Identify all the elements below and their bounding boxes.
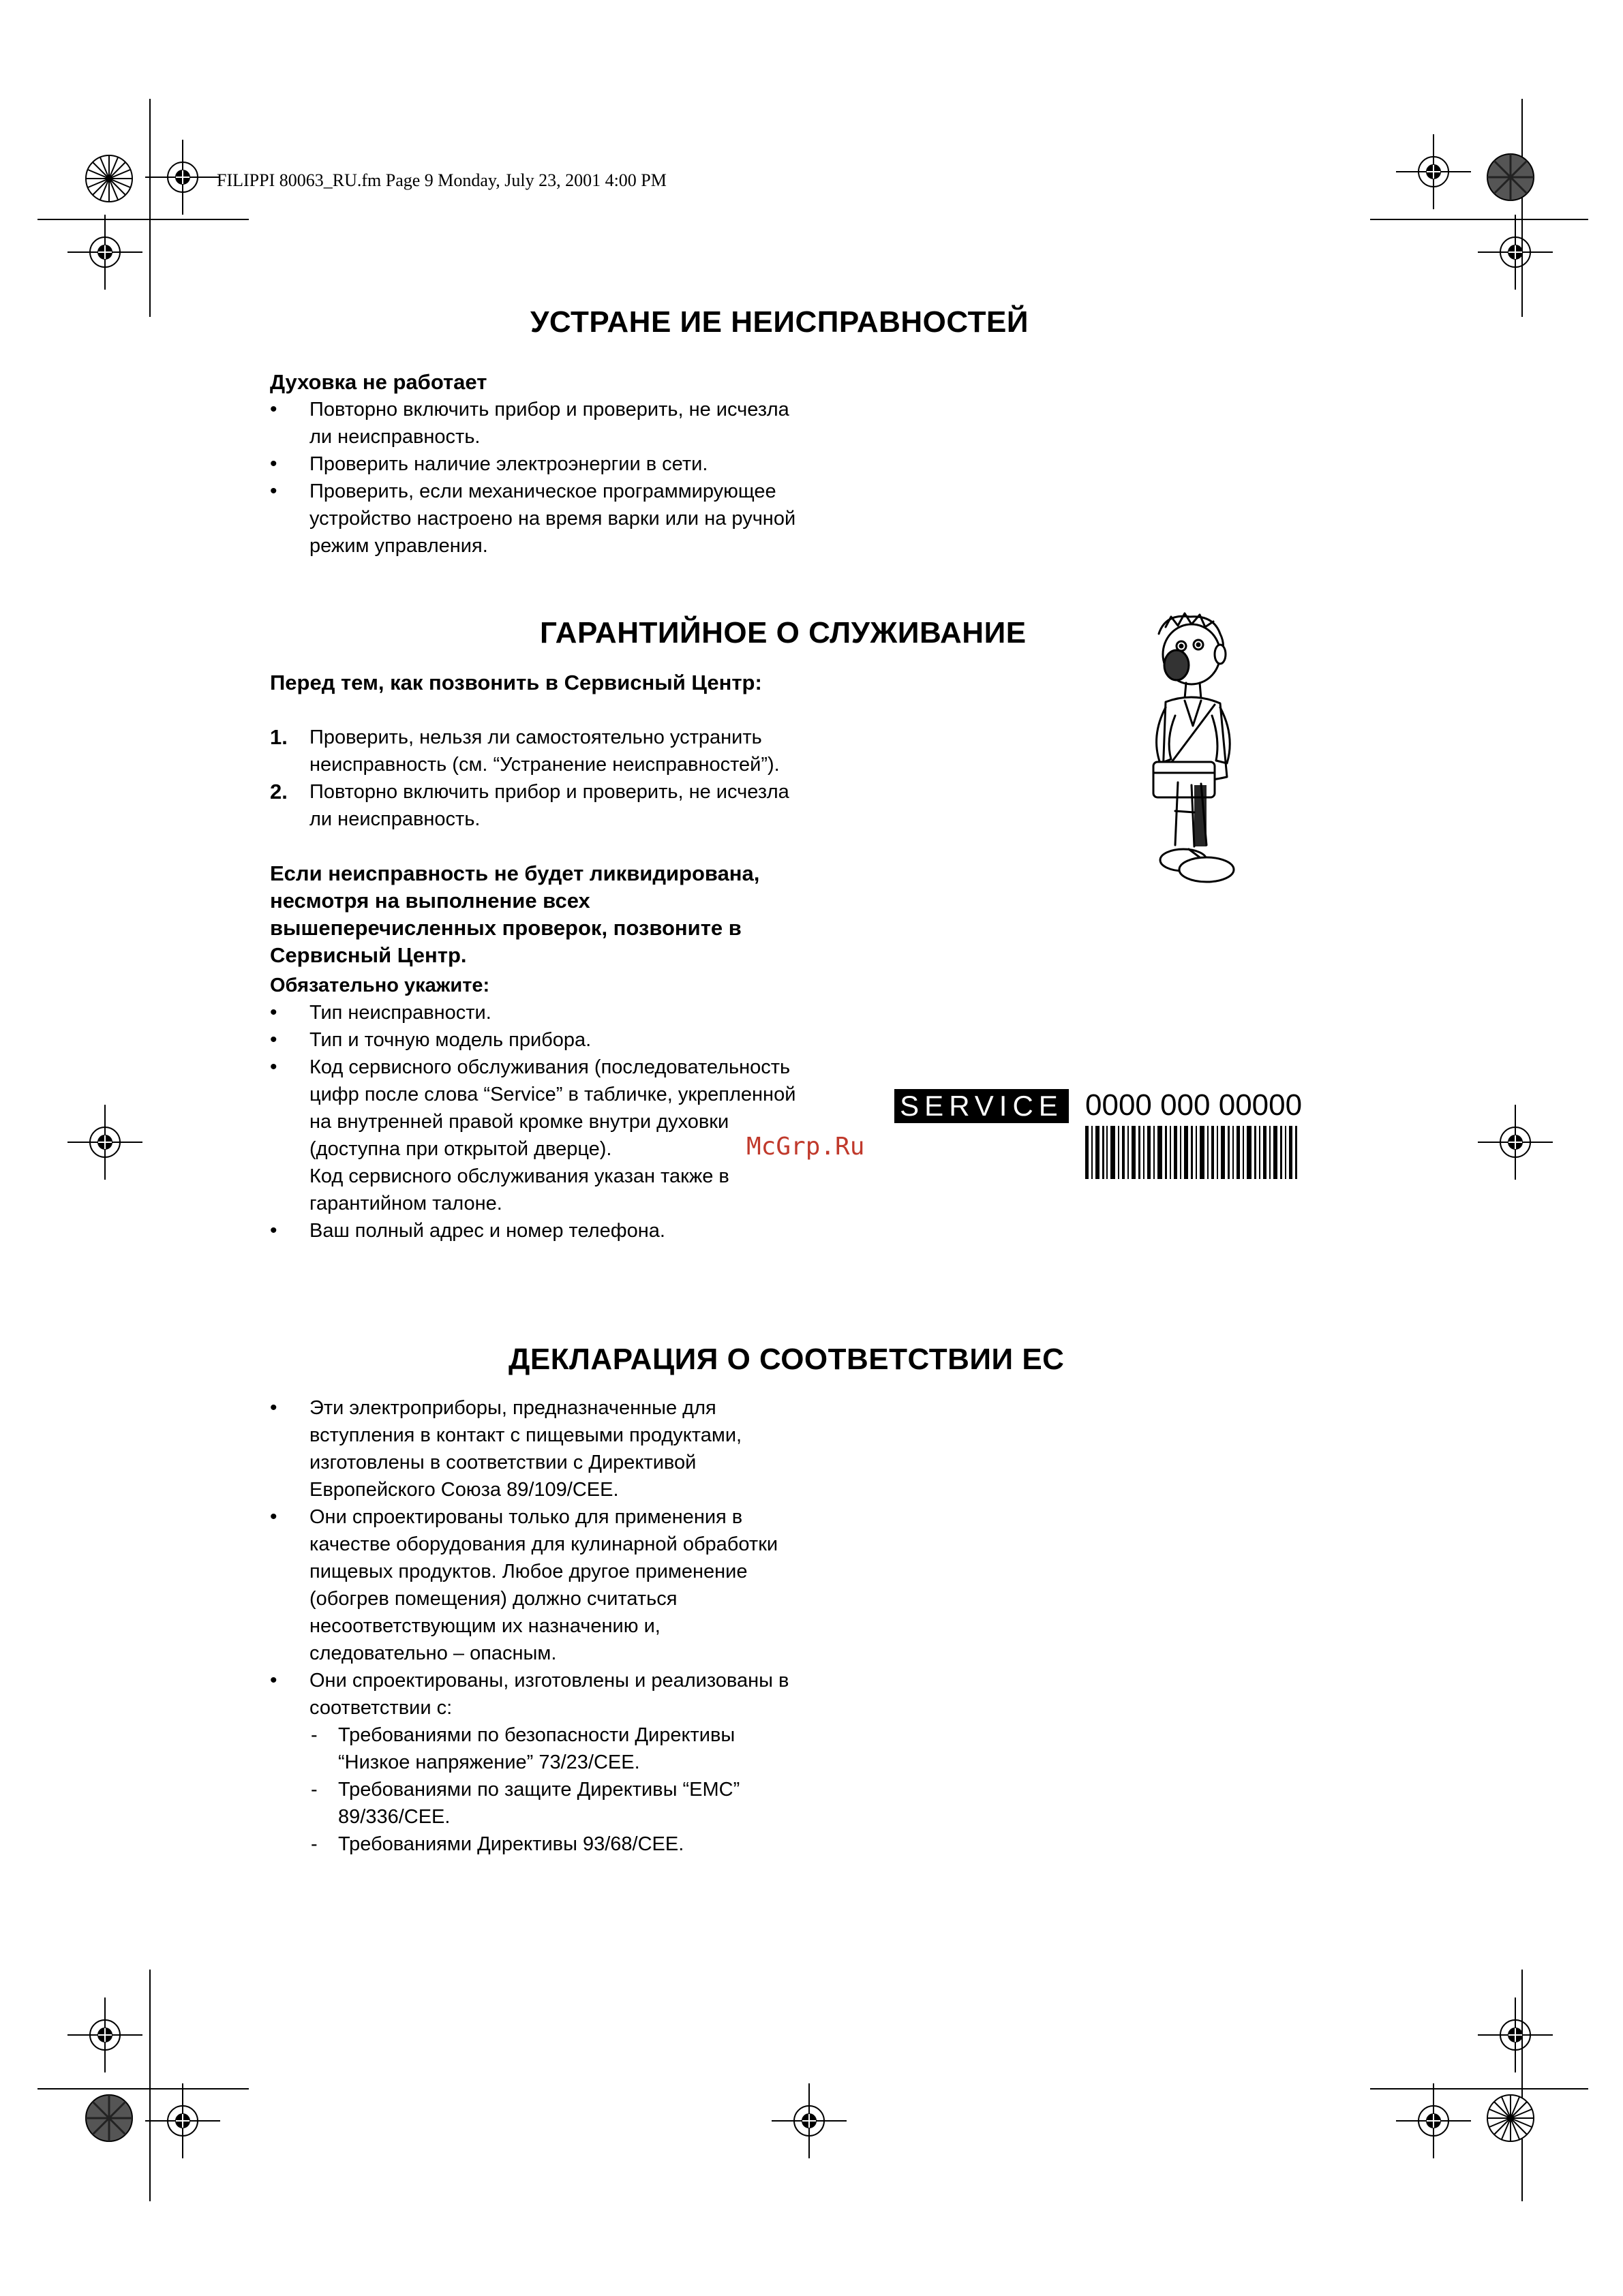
troubleshooting-list bbox=[270, 396, 802, 560]
list-item: - Требованиями по безопасности Директивы “Низкое напряжение” 73/23/CEE. bbox=[308, 1721, 799, 1776]
warranty-intro: Перед тем, как позвонить в Сервисный Центр: bbox=[270, 671, 762, 694]
list-item: • Проверить, если механическое программирующее устройство настроено на время варки или на ручной режим управления. bbox=[270, 478, 802, 560]
list-item: • Тип и точную модель прибора. bbox=[270, 1026, 802, 1054]
barcode-icon bbox=[1085, 1126, 1298, 1179]
crosshair-registration-icon bbox=[1474, 1994, 1556, 2076]
step-number: 1. bbox=[270, 725, 288, 749]
list-item: • Они спроектированы только для применения в качестве оборудования для кулинарной обработки пищевых продуктов. Любое другое применение (обогрев помещения) должно считаться несоответствующим их назначению и, следовательно – опасным. bbox=[270, 1503, 802, 1667]
list-item: • Они спроектированы, изготовлены и реализованы в соответствии с: bbox=[270, 1667, 802, 1721]
troubleshooting-subtitle: Духовка не работает bbox=[270, 370, 487, 394]
list-item: • Проверить наличие электроэнергии в сети. bbox=[270, 450, 802, 478]
starburst-registration-icon bbox=[85, 154, 134, 203]
crosshair-registration-icon bbox=[1393, 2080, 1474, 2162]
starburst-registration-icon bbox=[1486, 153, 1535, 202]
crosshair-registration-icon bbox=[142, 2080, 224, 2162]
crosshair-registration-icon bbox=[64, 1994, 146, 2076]
starburst-registration-icon bbox=[85, 2094, 134, 2143]
watermark-text: McGrp.Ru bbox=[746, 1133, 865, 1161]
crosshair-registration-icon bbox=[768, 2080, 850, 2162]
service-man-illustration bbox=[1118, 607, 1261, 893]
list-item bbox=[270, 724, 802, 778]
starburst-registration-icon bbox=[1486, 2094, 1535, 2143]
service-label-box: SERVICE bbox=[894, 1089, 1069, 1123]
list-item: • Ваш полный адрес и номер телефона. bbox=[270, 1217, 802, 1244]
declaration-title: ДЕКЛАРАЦИЯ О СООТВЕТСТВИИ ЕС bbox=[509, 1343, 1065, 1376]
crosshair-registration-icon bbox=[1393, 131, 1474, 213]
step-text: Проверить, нельзя ли самостоятельно устранить неисправность (см. “Устранение неисправностей”). bbox=[309, 726, 780, 776]
service-code-note: Код сервисного обслуживания указан также в гарантийном талоне. bbox=[309, 1165, 729, 1214]
warranty-bold-notice: Если неисправность не будет ликвидирована, несмотря на выполнение всех вышеперечисленных проверок, позвоните в Сервисный Центр. bbox=[270, 861, 760, 967]
crosshair-registration-icon bbox=[1474, 1101, 1556, 1183]
crosshair-registration-icon bbox=[142, 136, 224, 218]
troubleshooting-title: УСТРАНЕ ИЕ НЕИСПРАВНОСТЕЙ bbox=[530, 305, 1029, 339]
warranty-steps bbox=[270, 724, 802, 833]
step-number: 2. bbox=[270, 780, 288, 803]
list-item: • Тип неисправности. bbox=[270, 999, 802, 1026]
list-item: - Требованиями по защите Директивы “EMC” 89/336/CEE. bbox=[308, 1776, 799, 1831]
list-item: - Требованиями Директивы 93/68/CEE. bbox=[308, 1831, 799, 1858]
crosshair-registration-icon bbox=[64, 211, 146, 293]
warranty-must-state: Обязательно укажите: bbox=[270, 975, 490, 996]
list-item: • Эти электроприборы, предназначенные для вступления в контакт с пищевыми продуктами, изготовлены в соответствии с Директивой Европейского Союза 89/109/CEE. bbox=[270, 1394, 802, 1503]
list-item bbox=[270, 778, 802, 833]
warranty-items bbox=[270, 999, 802, 1244]
service-code: 0000 000 00000 bbox=[1085, 1088, 1303, 1122]
declaration-sublist bbox=[308, 1721, 799, 1858]
list-item: • Повторно включить прибор и проверить, не исчезла ли неисправность. bbox=[270, 396, 802, 450]
declaration-list bbox=[270, 1394, 802, 1721]
list-item: • Код сервисного обслуживания (последовательность цифр после слова “Service” в табличке, укрепленной на внутренней правой кромке внутри духовки (доступна при открытой дверце). Код сервисного обслуживания указан также в гарантийном талоне. bbox=[270, 1054, 802, 1217]
step-text: Повторно включить прибор и проверить, не исчезла ли неисправность. bbox=[309, 781, 789, 830]
crosshair-registration-icon bbox=[1474, 211, 1556, 293]
warranty-title: ГАРАНТИЙНОЕ О СЛУЖИВАНИЕ bbox=[540, 616, 1027, 649]
file-header-line: FILIPPI 80063_RU.fm Page 9 Monday, July 23, 2001 4:00 PM bbox=[217, 170, 667, 190]
crosshair-registration-icon bbox=[64, 1101, 146, 1183]
